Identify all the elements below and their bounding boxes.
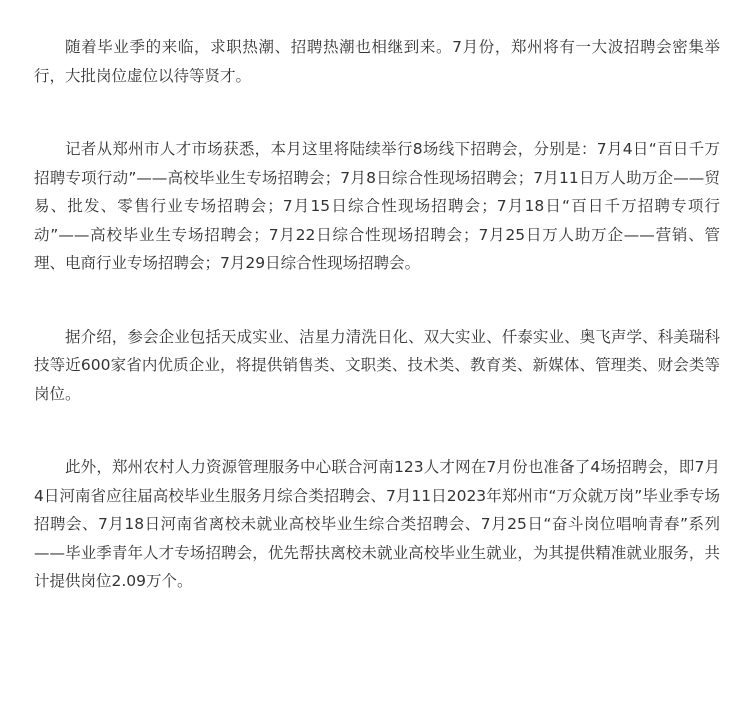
paragraph-intro: 随着毕业季的来临，求职热潮、招聘热潮也相继到来。7月份，郑州将有一大波招聘会密集举行，大批岗位虚位以待等贤才。 <box>34 38 720 85</box>
article-body <box>34 33 720 596</box>
paragraph-job-fair-schedule: 记者从郑州市人才市场获悉，本月这里将陆续举行8场线下招聘会，分别是：7月4日“百日千万招聘专项行动”——高校毕业生专场招聘会；7月8日综合性现场招聘会；7月11日万人助万企——贸易、批发、零售行业专场招聘会；7月15日综合性现场招聘会；7月18日“百日千万招聘专项行动”——高校毕业生专场招聘会；7月22日综合性现场招聘会；7月25日万人助万企——营销、管理、电商行业专场招聘会；7月29日综合性现场招聘会。 <box>34 140 720 272</box>
paragraph-participating-companies: 据介绍，参会企业包括天成实业、洁星力清洗日化、双大实业、仟泰实业、奥飞声学、科美瑞科技等近600家省内优质企业，将提供销售类、文职类、技术类、教育类、新媒体、管理类、财会类等岗位。 <box>34 327 720 403</box>
paragraph-additional-fairs: 此外，郑州农村人力资源管理服务中心联合河南123人才网在7月份也准备了4场招聘会，即7月4日河南省应往届高校毕业生服务月综合类招聘会、7月11日2023年郑州市“万众就万岗”毕业季专场招聘会、7月18日河南省离校未就业高校毕业生综合类招聘会、7月25日“奋斗岗位唱响青春”系列——毕业季青年人才专场招聘会，优先帮扶离校未就业高校毕业生就业，为其提供精准就业服务，共计提供岗位2.09万个。 <box>34 458 720 590</box>
